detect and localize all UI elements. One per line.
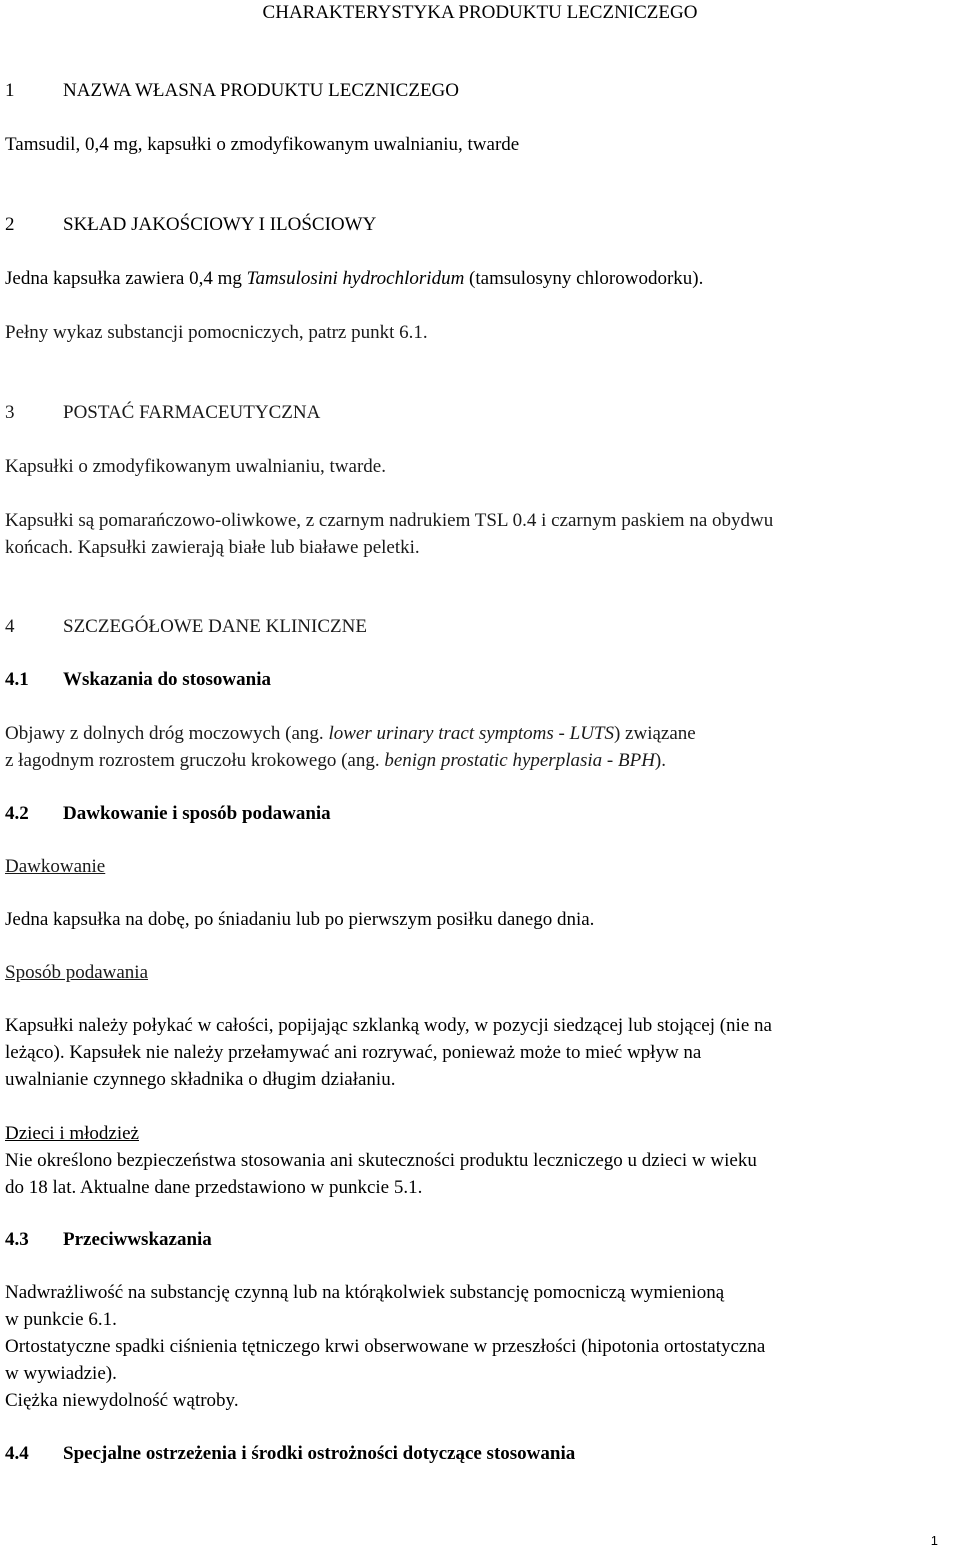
text-fragment: Jedna kapsułka zawiera 0,4 mg: [5, 268, 247, 289]
composition-text: [5, 268, 703, 290]
subsection-number: 4.4: [5, 1443, 29, 1464]
subsection-title: Specjalne ostrzeżenia i środki ostrożności dotyczące stosowania: [63, 1443, 576, 1464]
pediatric-subheading: Dzieci i młodzież: [5, 1123, 139, 1144]
indications-line-2: [5, 750, 666, 772]
dosage-subheading: Dawkowanie: [5, 856, 106, 877]
dosage-text: Jedna kapsułka na dobę, po śniadaniu lub po pierwszym posiłku danego dnia.: [5, 909, 595, 930]
text-fragment: Objawy z dolnych dróg moczowych (ang.: [5, 723, 329, 744]
page-number: 1: [930, 1533, 938, 1548]
section-number: 2: [5, 214, 15, 235]
section-number: 4: [5, 616, 15, 637]
section-title: SKŁAD JAKOŚCIOWY I ILOŚCIOWY: [63, 214, 377, 235]
section-title: SZCZEGÓŁOWE DANE KLINICZNE: [63, 616, 367, 637]
pediatric-line-2: do 18 lat. Aktualne dane przedstawiono w punkcie 5.1.: [5, 1177, 423, 1198]
subsection-title: Wskazania do stosowania: [63, 669, 271, 690]
contraindication-line-5: Ciężka niewydolność wątroby.: [5, 1390, 239, 1411]
administration-line-1: Kapsułki należy połykać w całości, popijając szklanką wody, w pozycji siedzącej lub stojącej (nie na: [5, 1015, 772, 1036]
administration-line-3: uwalnianie czynnego składnika o długim działaniu.: [5, 1069, 396, 1090]
subsection-title: Dawkowanie i sposób podawania: [63, 803, 331, 824]
text-fragment: z łagodnym rozrostem gruczołu krokowego (ang.: [5, 750, 385, 771]
english-term: benign prostatic hyperplasia - BPH: [384, 750, 655, 771]
section-number: 1: [5, 80, 15, 101]
excipients-reference: Pełny wykaz substancji pomocniczych, patrz punkt 6.1.: [5, 322, 428, 343]
product-name: Tamsudil, 0,4 mg, kapsułki o zmodyfikowanym uwalnianiu, twarde: [5, 134, 520, 155]
text-fragment: ).: [654, 750, 666, 771]
section-title: POSTAĆ FARMACEUTYCZNA: [63, 402, 321, 423]
substance-name: Tamsulosini hydrochloridum: [246, 268, 465, 289]
section-2-heading: [5, 214, 376, 236]
contraindication-line-2: w punkcie 6.1.: [5, 1309, 117, 1330]
section-title: NAZWA WŁASNA PRODUKTU LECZNICZEGO: [63, 80, 459, 101]
contraindication-line-4: w wywiadzie).: [5, 1363, 117, 1384]
pediatric-line-1: Nie określono bezpieczeństwa stosowania ani skuteczności produktu leczniczego u dzieci w wieku: [5, 1150, 757, 1171]
administration-line-2: leżąco). Kapsułek nie należy przełamywać ani rozrywać, ponieważ może to mieć wpływ na: [5, 1042, 702, 1063]
text-fragment: (tamsulosyny chlorowodorku).: [464, 268, 704, 289]
section-3-heading: [5, 402, 320, 424]
subsection-number: 4.3: [5, 1229, 29, 1250]
subsection-number: 4.2: [5, 803, 29, 824]
subsection-number: 4.1: [5, 669, 29, 690]
section-number: 3: [5, 402, 15, 423]
administration-subheading: Sposób podawania: [5, 962, 149, 983]
contraindication-line-3: Ortostatyczne spadki ciśnienia tętniczego krwi obserwowane w przeszłości (hipotonia ortostatyczna: [5, 1336, 766, 1357]
subsection-4-2-heading: [5, 803, 331, 825]
contraindication-line-1: Nadwrażliwość na substancję czynną lub na którąkolwiek substancję pomocniczą wymienioną: [5, 1282, 725, 1303]
capsule-description-line-1: Kapsułki są pomarańczowo-oliwkowe, z czarnym nadrukiem TSL 0.4 i czarnym paskiem na obydwu: [5, 510, 774, 531]
section-4-heading: [5, 616, 367, 638]
subsection-title: Przeciwwskazania: [63, 1229, 212, 1250]
capsule-description-line-2: końcach. Kapsułki zawierają białe lub białawe peletki.: [5, 537, 420, 558]
indications-line-1: [5, 723, 696, 745]
section-1-heading: [5, 80, 459, 102]
text-fragment: ) związane: [613, 723, 696, 744]
document-title: CHARAKTERYSTYKA PRODUKTU LECZNICZEGO: [262, 2, 698, 23]
pharmaceutical-form: Kapsułki o zmodyfikowanym uwalnianiu, twarde.: [5, 456, 386, 477]
subsection-4-3-heading: [5, 1229, 212, 1251]
subsection-4-1-heading: [5, 669, 271, 691]
english-term: lower urinary tract symptoms - LUTS: [328, 723, 614, 744]
subsection-4-4-heading: [5, 1443, 575, 1465]
